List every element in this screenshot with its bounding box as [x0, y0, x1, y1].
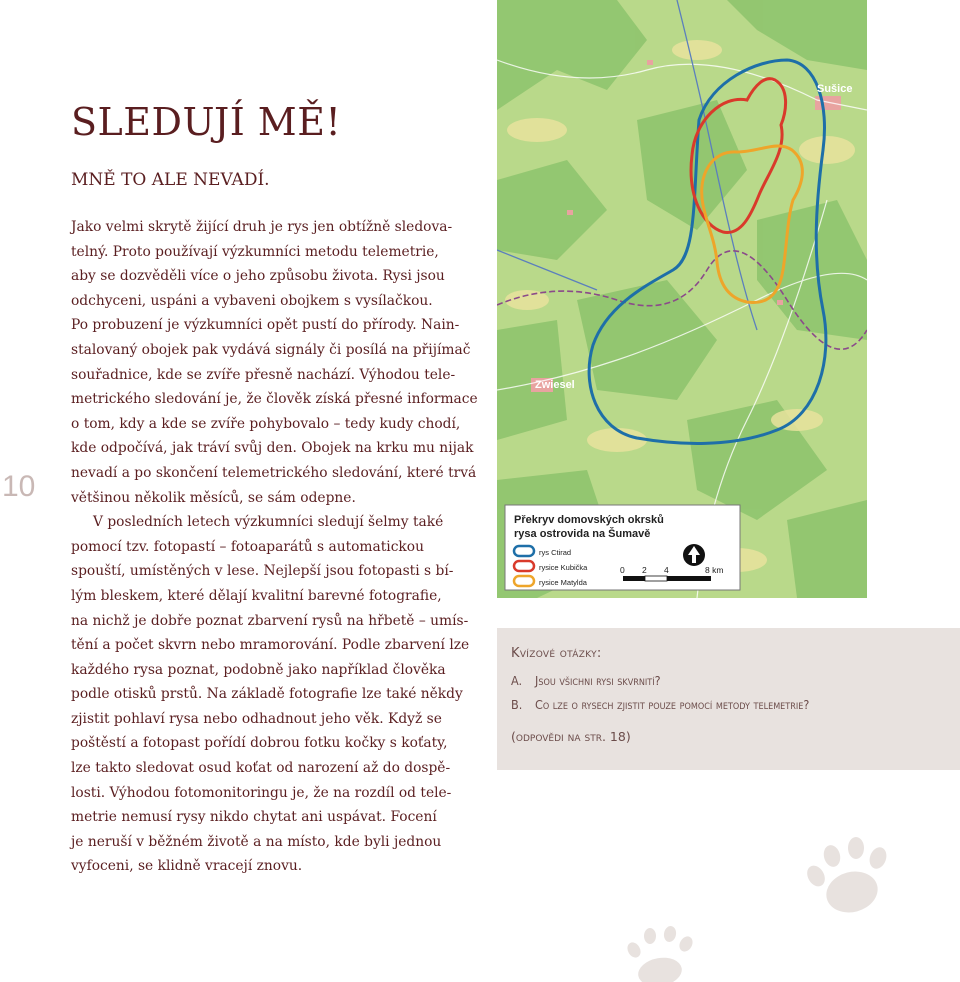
- body-line: vyfoceni, se klidně vracejí znovu.: [71, 858, 303, 875]
- legend-title-line-1: Překryv domovských okrsků: [514, 514, 664, 526]
- body-line: zjistit pohlaví rysa nebo odhadnout jeho věk. Když se: [71, 710, 442, 727]
- scale-tick-4: 4: [664, 565, 669, 575]
- body-line: lze takto sledovat osud koťat od narození až do dospě-: [71, 760, 451, 777]
- body-line: poštěstí a fotopast pořídí dobrou fotku kočky s koťaty,: [71, 735, 448, 752]
- north-arrow-icon: [683, 544, 705, 566]
- body-line: každého rysa poznat, podobně jako například člověka: [71, 661, 446, 678]
- quiz-question-letter: A.: [511, 673, 523, 688]
- quiz-question: [511, 697, 809, 712]
- body-line: lým bleskem, které dělají kvalitní barevné fotografie,: [71, 587, 442, 604]
- map-legend: [505, 505, 740, 590]
- body-line: spouští, umístěných v lese. Nejlepší jsou fotopasti s bí-: [71, 563, 454, 580]
- body-line: většinou několik měsíců, se sám odepne.: [71, 489, 356, 506]
- town-label-susice: Sušice: [817, 83, 853, 95]
- home-range-map: [497, 0, 867, 598]
- legend-label-matylda: rysice Matylda: [539, 578, 587, 587]
- page-title: SLEDUJÍ MĚ!: [71, 100, 342, 144]
- body-text: [71, 215, 478, 879]
- town-label-zwiesel: Zwiesel: [535, 379, 575, 391]
- body-line: o tom, kdy a kde se zvíře pohybovalo – tedy kudy chodí,: [71, 415, 461, 432]
- quiz-question-text: Co lze o rysech zjistit pouze pomocí metody telemetrie?: [535, 697, 810, 712]
- body-line: souřadnice, kde se zvíře přesně nachází. Výhodou tele-: [71, 366, 456, 383]
- quiz-question: [511, 673, 661, 688]
- body-line: podle otisků prstů. Na základě fotografie lze také někdy: [71, 686, 463, 703]
- body-line: tění a počet skvrn nebo mramorování. Podle zbarvení lze: [71, 637, 470, 654]
- quiz-title: Kvízové otázky:: [511, 646, 602, 661]
- quiz-answers-note: (odpovědi na str. 18): [511, 729, 631, 744]
- quiz-question-letter: B.: [511, 697, 523, 712]
- quiz-question-text: Jsou všichni rysi skvrnití?: [535, 673, 661, 688]
- body-line: kde odpočívá, jak tráví svůj den. Obojek na krku mu nijak: [71, 440, 474, 457]
- legend-label-kubicka: rysice Kubička: [539, 563, 588, 572]
- scale-tick-8: 8 km: [705, 565, 724, 575]
- page-subtitle: MNĚ TO ALE NEVADÍ.: [71, 170, 270, 190]
- paw-print-small: [625, 925, 695, 982]
- legend-title-line-2: rysa ostrovida na Šumavě: [514, 528, 651, 540]
- body-line: je neruší v běžném životě a na místo, kde byli jednou: [71, 833, 442, 850]
- quiz-box: [497, 628, 960, 770]
- body-line: nevadí a po skončení telemetrického sledování, které trvá: [71, 464, 477, 481]
- body-line: metrie nemusí rysy nikdo chytat ani uspávat. Focení: [71, 809, 437, 826]
- body-line: metrického sledování je, že člověk získá přesné informace: [71, 391, 478, 408]
- paw-print-large: [804, 837, 890, 918]
- page-number: 10: [2, 470, 36, 503]
- body-line: telný. Proto používají výzkumníci metodu telemetrie,: [71, 243, 439, 260]
- scale-tick-2: 2: [642, 565, 647, 575]
- paw-print-icon: [620, 830, 960, 982]
- body-line: V posledních letech výzkumníci sledují šelmy také: [93, 514, 444, 531]
- body-line: losti. Výhodou fotomonitoringu je, že na rozdíl od tele-: [71, 784, 452, 801]
- body-line: pomocí tzv. fotopastí – fotoaparátů s automatickou: [71, 538, 424, 555]
- body-line: stalovaný obojek pak vydává signály či posílá na přijímač: [71, 341, 471, 358]
- body-line: na nichž je dobře poznat zbarvení rysů na hřbetě – umís-: [71, 612, 469, 629]
- scale-tick-0: 0: [620, 565, 625, 575]
- legend-label-ctirad: rys Ctirad: [539, 548, 572, 557]
- body-line: aby se dozvěděli více o jeho způsobu života. Rysi jsou: [71, 268, 445, 285]
- body-line: Po probuzení je výzkumníci opět pustí do přírody. Nain-: [71, 317, 460, 334]
- body-line: Jako velmi skrytě žijící druh je rys jen obtížně sledova-: [71, 219, 453, 235]
- body-line: odchyceni, uspáni a vybaveni obojkem s vysílačkou.: [71, 292, 433, 309]
